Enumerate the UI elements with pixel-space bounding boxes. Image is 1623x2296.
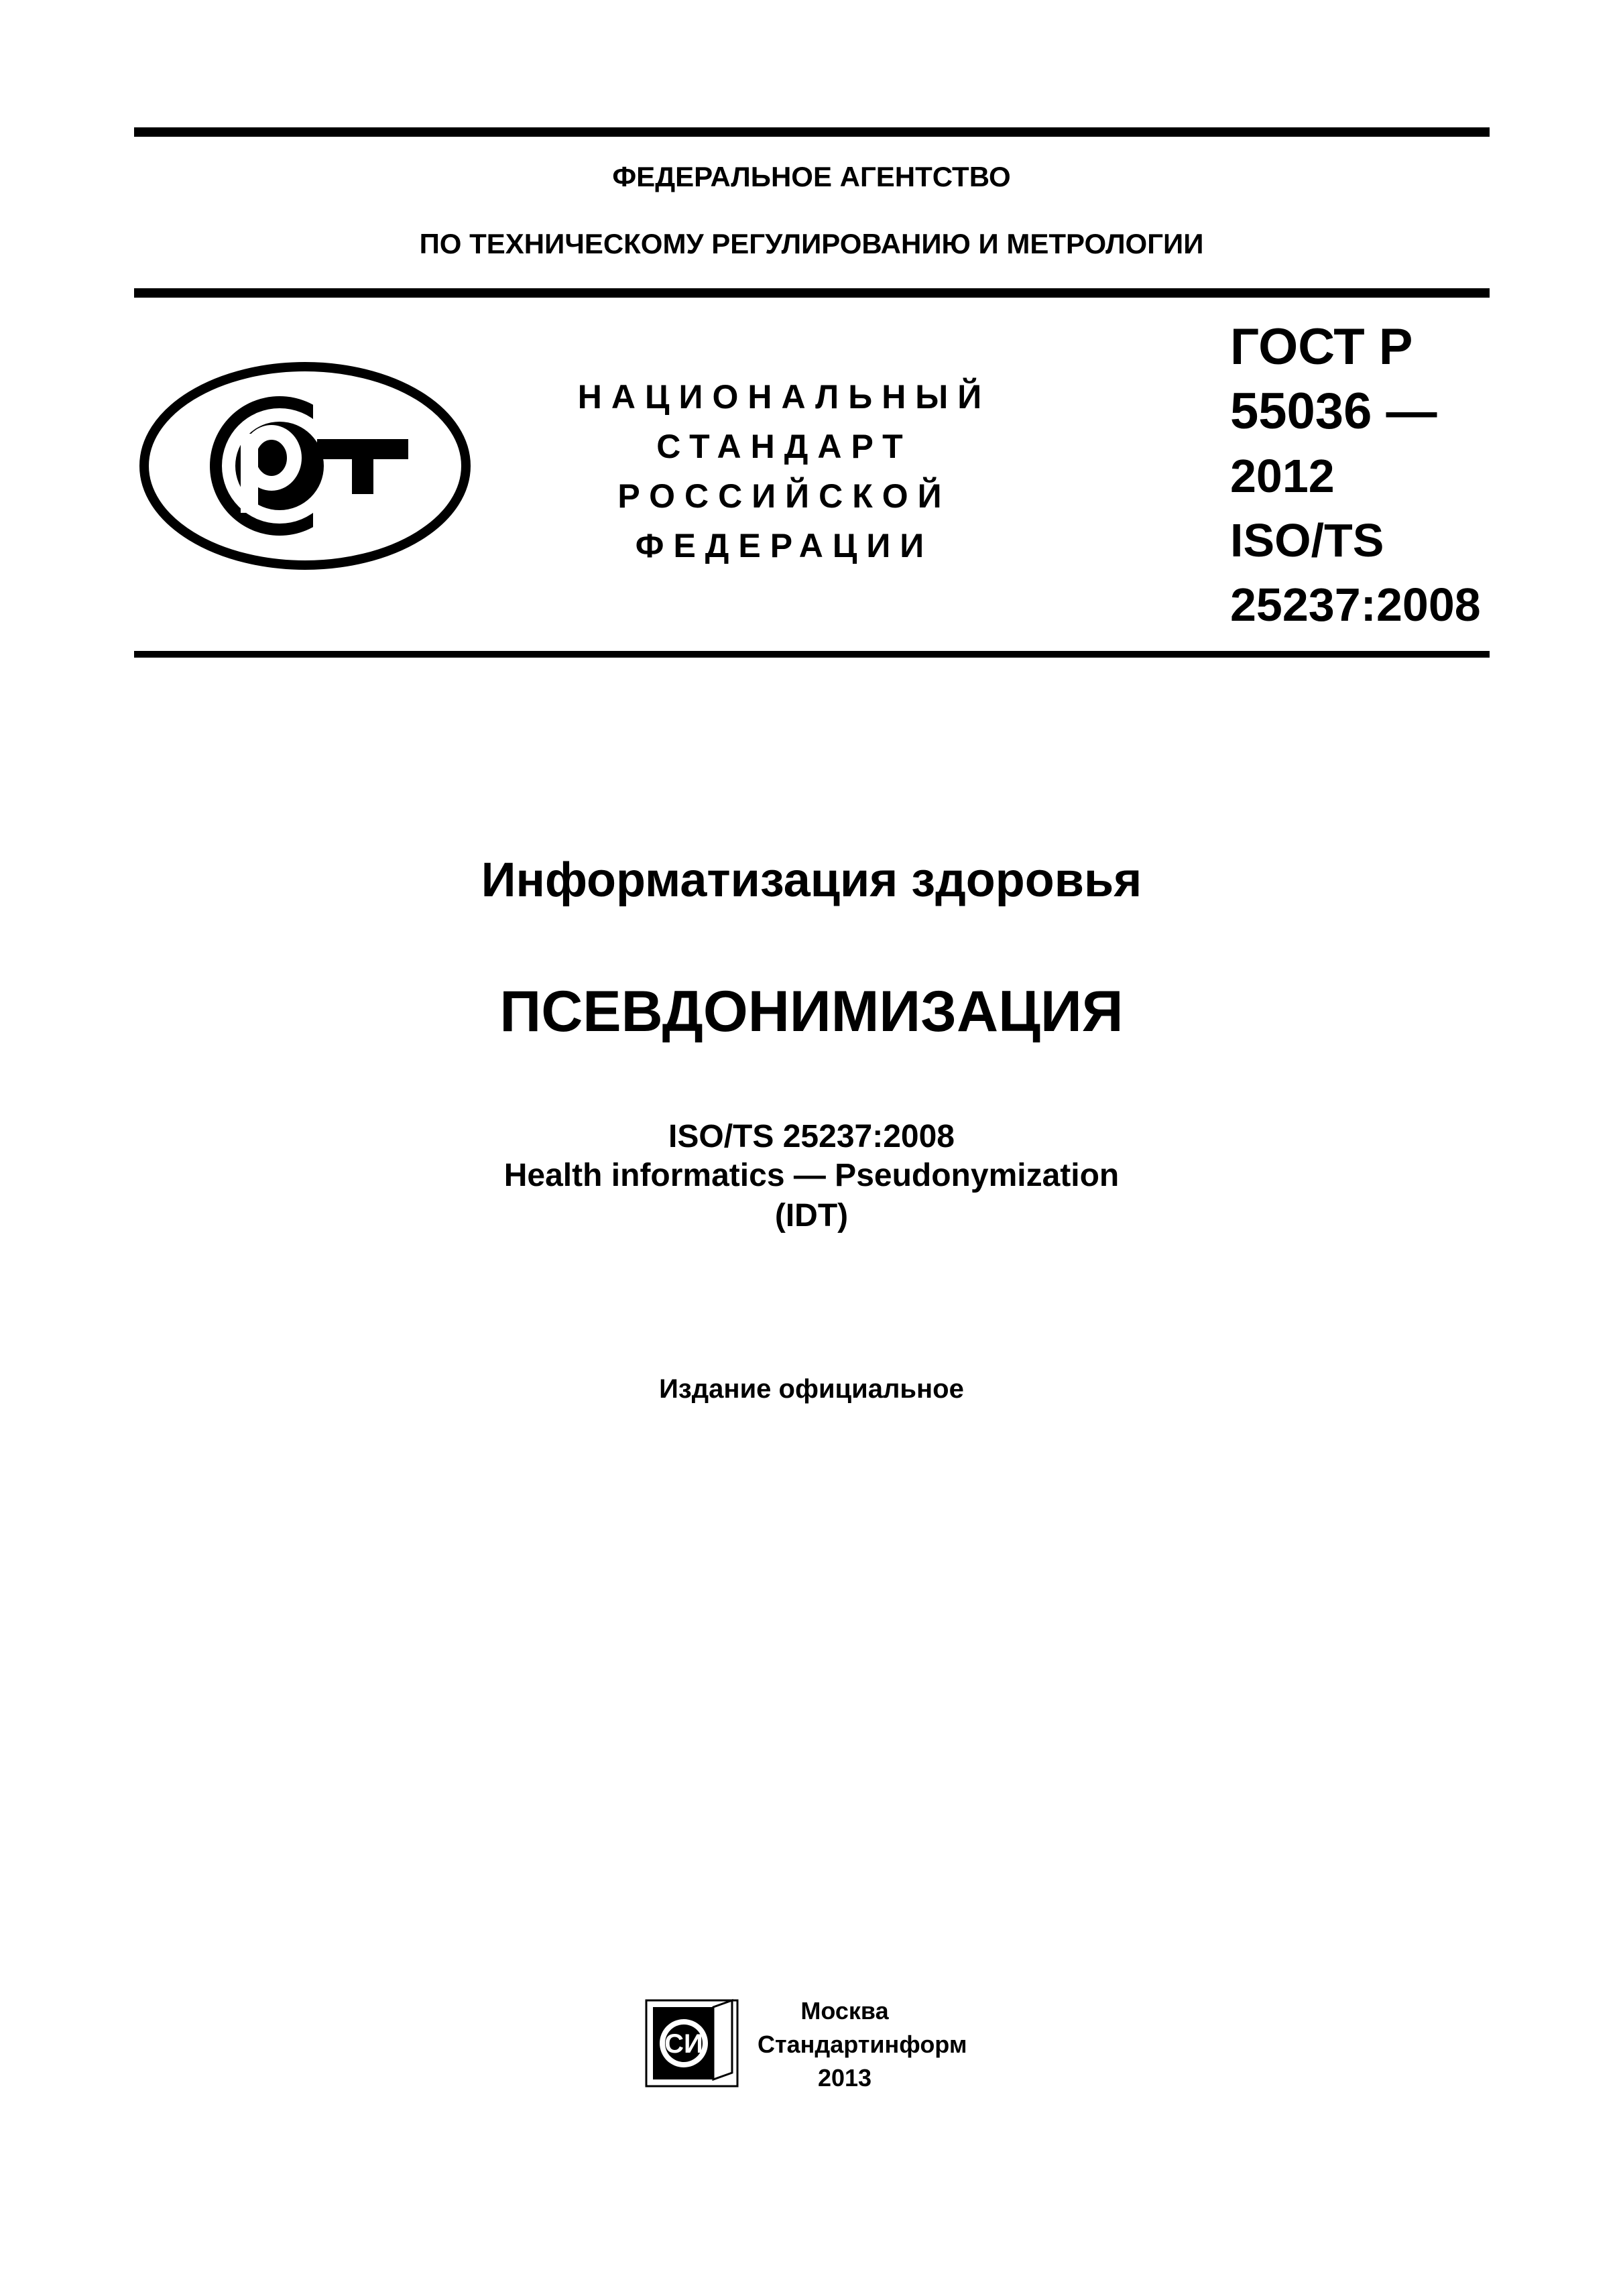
designation-line: ISO/TS: [1230, 514, 1384, 566]
logo-letters: СИ: [664, 2029, 703, 2059]
designation-line: 55036 —: [1230, 383, 1437, 440]
national-standard-line: ФЕДЕРАЦИИ: [635, 527, 934, 564]
designation-line: 2012: [1230, 450, 1335, 502]
top-rule: [134, 127, 1490, 137]
publication-year: 2013: [817, 2064, 872, 2092]
main-title: ПСЕВДОНИМИЗАЦИЯ: [499, 979, 1124, 1044]
subject-title: Информатизация здоровья: [481, 853, 1142, 907]
iso-reference-number: ISO/TS 25237:2008: [668, 1119, 955, 1154]
agency-name-line-2: ПО ТЕХНИЧЕСКОМУ РЕГУЛИРОВАНИЮ И МЕТРОЛОГИИ: [419, 228, 1204, 259]
standard-designation: [1230, 315, 1485, 637]
publisher-name: Стандартинформ: [758, 2031, 967, 2058]
agency-name-line-1: ФЕДЕРАЛЬНОЕ АГЕНТСТВО: [612, 161, 1011, 192]
designation-line: 25237:2008: [1230, 579, 1481, 631]
standartinform-logo-icon: [644, 1998, 740, 2089]
publisher-imprint: [758, 1994, 967, 2095]
national-standard-line: РОССИЙСКОЙ: [617, 477, 951, 515]
header-bottom-rule: [134, 651, 1490, 658]
header-divider-rule: [134, 288, 1490, 298]
designation-line: ГОСТ Р: [1230, 318, 1413, 375]
iso-equivalence-marker: (IDT): [774, 1198, 849, 1233]
publisher-city: Москва: [800, 1997, 889, 2025]
iso-reference-title: Health informatics — Pseudonymization: [503, 1158, 1120, 1193]
rst-certification-mark-icon: [137, 359, 473, 573]
edition-label: Издание официальное: [659, 1374, 964, 1404]
national-standard-line: НАЦИОНАЛЬНЫЙ: [577, 378, 991, 416]
national-standard-label: [536, 372, 1032, 570]
national-standard-line: СТАНДАРТ: [656, 428, 912, 465]
